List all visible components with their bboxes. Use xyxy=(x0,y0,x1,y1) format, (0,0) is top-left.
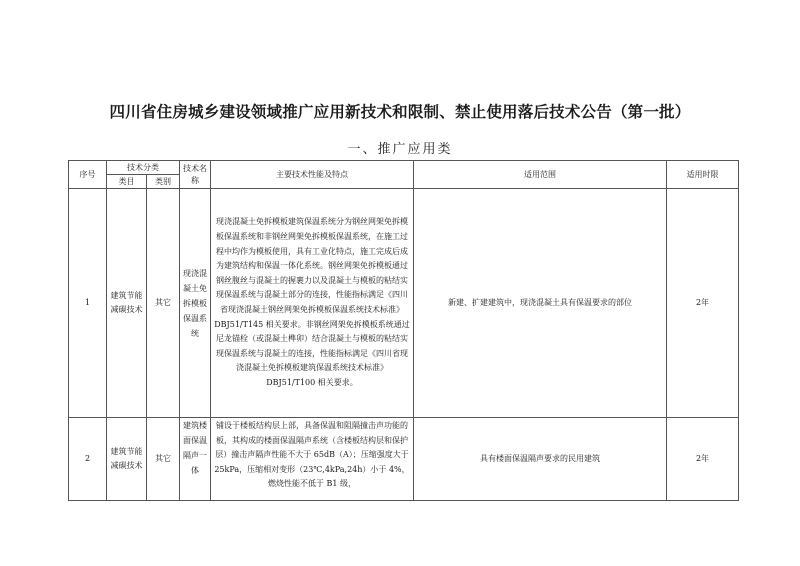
header-period: 适用时限 xyxy=(667,161,739,189)
table-row xyxy=(69,418,739,501)
cell-features: 现浇混凝土免拆模板建筑保温系统分为钢丝网架免拆模板保温系统和非钢丝网架免拆模板保温系统，在施工过程中均作为模板使用，具有工业化特点，施工完成后成为建筑结构和保温一体化系统。钢丝网架免拆模板通过钢丝腹丝与混凝土的握裹力以及混凝土与模板的粘结实现保温系统与混凝土部分的连接，性能指标满足《四川省现浇混凝土钢丝网架免拆模板保温系统技术标准》DBJ51/T145 相关要求。非钢丝网架免拆模板系统通过尼龙锚栓（或混凝土榫卯）结合混凝土与模板的粘结实现保温系统与混凝土的连接，性能指标满足《四川省现浇混凝土免拆模板建筑保温系统技术标准》DBJ51/T100 相关要求。 xyxy=(211,189,414,418)
cell-scope: 新建、扩建建筑中，现浇混凝土具有保温要求的部位 xyxy=(414,189,667,418)
header-no: 序号 xyxy=(69,161,107,189)
cell-tech-name: 建筑楼面保温隔声一体 xyxy=(180,418,211,501)
cell-scope: 具有楼面保温隔声要求的民用建筑 xyxy=(414,418,667,501)
header-scope: 适用范围 xyxy=(414,161,667,189)
header-row xyxy=(69,161,739,175)
header-features: 主要技术性能及特点 xyxy=(211,161,414,189)
header-category-item: 类目 xyxy=(107,175,147,189)
cell-type: 其它 xyxy=(147,189,180,418)
cell-period: 2年 xyxy=(667,189,739,418)
table-row xyxy=(69,189,739,418)
cell-no: 1 xyxy=(69,189,107,418)
section-title: 一、推广应用类 xyxy=(347,142,453,157)
cell-type: 其它 xyxy=(147,418,180,501)
header-category-type: 类别 xyxy=(147,175,180,189)
tech-table-container xyxy=(68,160,738,489)
cell-item: 建筑节能减碳技术 xyxy=(107,189,147,418)
cell-no: 2 xyxy=(69,418,107,501)
cell-item: 建筑节能减碳技术 xyxy=(107,418,147,501)
page-title: 四川省住房城乡建设领域推广应用新技术和限制、禁止使用落后技术公告（第一批） xyxy=(109,102,691,121)
header-tech-name: 技术名称 xyxy=(180,161,211,189)
header-category: 技术分类 xyxy=(107,161,180,175)
cell-period: 2年 xyxy=(667,418,739,501)
tech-table xyxy=(68,160,739,501)
cell-tech-name: 现浇混凝土免拆模板保温系统 xyxy=(180,189,211,418)
cell-features: 铺设于楼板结构层上部，具备保温和阻隔撞击声功能的板，其构成的楼面保温隔声系统（含楼板结构层和保护层）撞击声隔声性能不大于 65dB（A）；压缩强度大于 25kPa，压缩相对变形（23℃,4kPa,24h）小于 4%，燃烧性能不低于 B1 级， xyxy=(211,418,414,501)
